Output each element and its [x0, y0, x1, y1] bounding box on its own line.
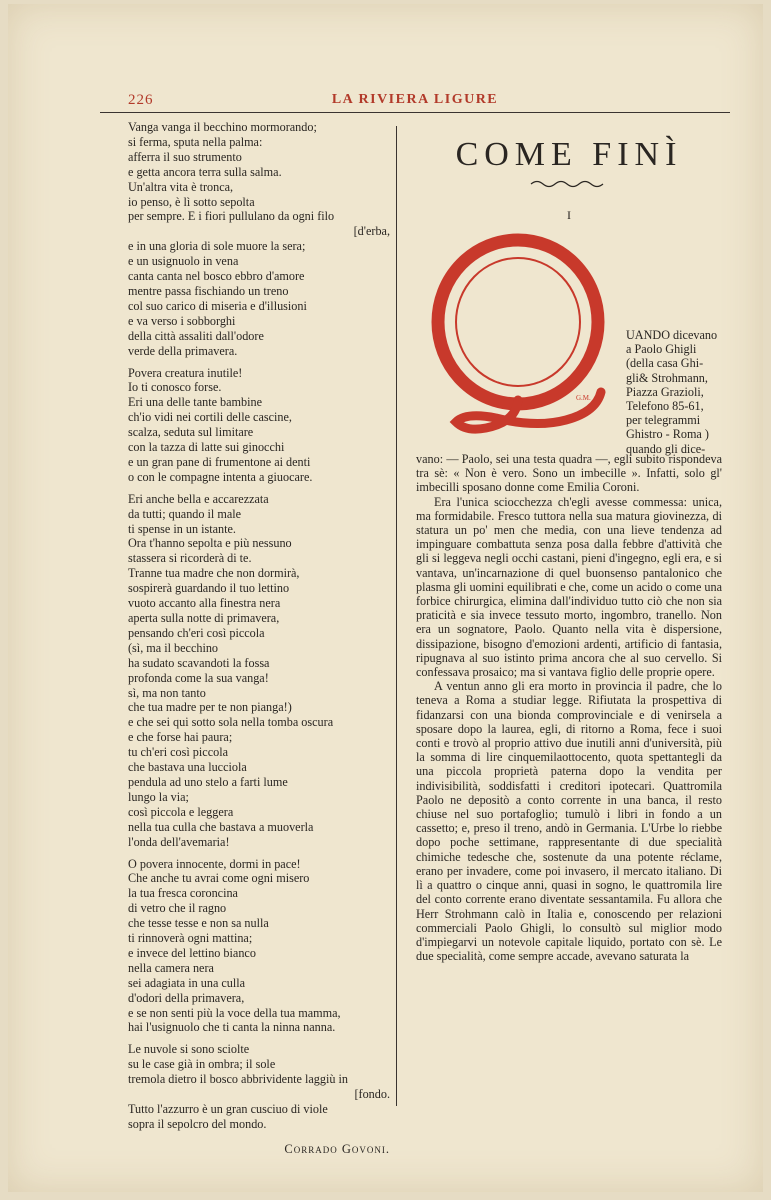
poem-line: afferra il suo strumento: [128, 149, 242, 164]
poem-line: (sì, ma il becchino: [128, 640, 219, 655]
poem-line: così piccola e leggera: [128, 804, 234, 819]
poem-line: sì, ma non tanto: [128, 685, 206, 700]
poem-line: la tua fresca coroncina: [128, 886, 238, 901]
article-paragraph: Era l'unica sciocchezza ch'egli avesse commessa: unica, ma formidabile. Fresco tuttora nella sua matura giovinezza, di statura un po' men che media, con una lieve tendenza ad impinguare combattuta senza posa dalla febbre d'attività che gli si leggeva negli occhi castani, pieni d'ingegno, egli era, e si vantava, un'incarnazione di quel buonsenso pantalonico che plasma gli uomini equilibrati e che, come un acido o come una forbice chirurgica, elimina dall'individuo tutto ciò che non sia praticità e sia invece tessuto morto, ingombro, tranello. Non era un sognatore, Paolo. Quanto nella vita è dispersione, dissipazione, bisogno d'emozioni ardenti, artificio di fantasia, ripugnava al suo istinto prima ancora che al suo cervello. Si confessava prosaico; ma si vantava figlio delle proprie opere.: [416, 494, 722, 680]
page: [8, 4, 763, 1192]
poem-line: per sempre. E i fiori pullulano da ogni filo: [128, 209, 335, 224]
poem-line: e un gran pane di frumentone ai denti: [128, 454, 311, 469]
poem-line: stassera si ricorderà di te.: [128, 551, 252, 566]
poem-line: pendula ad uno stelo a farti lume: [128, 774, 288, 789]
initial-signature: G.M.: [576, 394, 591, 402]
poem-author: Corrado Govoni.: [284, 1141, 390, 1156]
poem-line: e getta ancora terra sulla salma.: [128, 164, 282, 179]
poem-stanza: [128, 492, 390, 850]
poem-line: Ora t'hanno sepolta e più nessuno: [128, 536, 292, 551]
poem-line: e se non senti più la voce della tua mamma,: [128, 1005, 341, 1020]
poem-line: verde della primavera.: [128, 343, 238, 358]
poem-line: Un'altra vita è tronca,: [128, 179, 234, 194]
poem-line: sopra il sepolcro del mondo.: [128, 1116, 267, 1131]
article-title: COME FINÌ: [455, 136, 683, 173]
poem-line: di vetro che il ragno: [128, 901, 227, 916]
poem-line: sei adagiata in una culla: [128, 975, 246, 990]
article-intro: [626, 328, 722, 456]
poem-line: col suo carico di miseria e d'illusioni: [128, 298, 307, 313]
poem-line: si ferma, sputa nella palma:: [128, 134, 263, 149]
poem-line: Tutto l'azzurro è un gran cusciuo di viole: [128, 1102, 328, 1116]
article: [416, 122, 722, 964]
poem-line: ch'io vidi nei cortili delle cascine,: [128, 410, 292, 425]
intro-line: per telegrammi: [626, 413, 701, 428]
poem-line: Le nuvole si sono sciolte: [128, 1042, 250, 1057]
poem-line: ha sudato scavandoti la fossa: [128, 655, 270, 670]
poem-line: mentre passa fischiando un treno: [128, 283, 289, 298]
poem-line: nella camera nera: [128, 960, 214, 975]
poem-line: e che sei qui sotto sola nella tomba oscura: [128, 715, 334, 730]
poem-line: Povera creatura inutile!: [128, 365, 243, 380]
intro-line: Ghistro - Roma ): [626, 427, 709, 442]
poem-line: io penso, è lì sotto sepolta: [128, 194, 255, 209]
decorative-initial: [426, 232, 626, 442]
poem-line: vuoto accanto alla finestra nera: [128, 596, 281, 611]
title-ornament: [416, 176, 722, 194]
poem-line: Io ti conosco forse.: [128, 380, 222, 395]
article-body: [416, 452, 722, 963]
poem-line: e in una gloria di sole muore la sera;: [128, 239, 306, 254]
poem-line: e invece del lettino bianco: [128, 945, 256, 960]
poem-line: lungo la via;: [128, 789, 189, 804]
poem-line: [d'erba,: [353, 224, 390, 239]
poem-line: Eri anche bella e accarezzata: [128, 491, 269, 506]
page-number: 226: [128, 92, 154, 108]
poem-line: d'odori della primavera,: [128, 990, 245, 1005]
poem-line: hai l'usignuolo che ti canta la ninna nanna.: [128, 1020, 336, 1035]
poem-line: l'onda dell'avemaria!: [128, 834, 230, 849]
intro-line: UANDO dicevano: [626, 328, 718, 342]
poem-line: pensando ch'eri così piccola: [128, 625, 265, 640]
article-paragraph: A ventun anno gli era morto in provincia il padre, che lo teneva a Roma a studiar legge. Rifiutata la prospettiva di fidanzarsi con una bionda comprovinciale e di venirsela a sposare dopo la laurea, egli, di ritorno a Roma, fece i suoi conti e trovò al proprio attivo due inutili anni d'università, più la somma di lire cinquemilaottocento, quota spettantegli da una piccola proprietà paterna dopo la vendita per indivisibilità, soddisfatti i creditori ipotecari. Quattromila Paolo ne depositò a conto corrente in una banca, il resto chiuse nel suo portafoglio; tumulò i libri in fondo a un cassetto; e, preso il treno, andò in Germania. L'Urbe lo riebbe dopo poche settimane, rappresentante di due specialità chimiche tedesche che, sostenute da una potente réclame, erano per invadere, come poi invasero, il mercato italiano. Di lì a quattro o cinque anni, quasi in sogno, le quattromila lire del conto corrente erano diventate sessantamila. Fu allora che Herr Strohmann calò in Italia e, conoscendo per relazioni commerciali Paolo Ghigli, lo consultò sul miglior modo d'impiegarvi un notevole capitale liquido, portato con sè. Le due specialità, come sempre accade, avevano saturata la: [416, 679, 722, 964]
poem-line: da tutti; quando il male: [128, 506, 242, 521]
poem-line: sospirerà guardando il tuo lettino: [128, 581, 290, 596]
poem-line: ti rinnoverà ogni mattina;: [128, 931, 253, 946]
poem-line: scalza, seduta sul limitare: [128, 425, 254, 440]
poem-line: che bastava una lucciola: [128, 760, 247, 775]
poem-line: aperta sulla notte di primavera,: [128, 611, 280, 625]
poem-line: Che anche tu avrai come ogni misero: [128, 871, 310, 886]
poem-stanza: [128, 120, 390, 359]
poem-line: [fondo.: [354, 1087, 390, 1102]
poem-line: che tua madre per te non pianga!): [128, 700, 292, 715]
intro-line: gli& Strohmann,: [626, 370, 708, 385]
poem-line: che tesse tesse e non sa nulla: [128, 916, 269, 931]
poem-line: su le case già in ombra; il sole: [128, 1057, 276, 1072]
poem-line: tremola dietro il bosco abbrividente laggiù in: [128, 1072, 348, 1087]
poem-stanza: [128, 366, 390, 485]
poem-line: con la tazza di latte sui ginocchi: [128, 440, 285, 455]
poem-line: della città assaliti dall'odore: [128, 328, 264, 343]
poem-stanza: [128, 1042, 390, 1131]
poem-line: Vanga vanga il becchino mormorando;: [128, 120, 317, 134]
poem-stanza: [128, 857, 390, 1036]
intro-line: Telefono 85-61,: [626, 399, 704, 414]
chapter-number: I: [567, 208, 571, 222]
article-paragraph: vano: — Paolo, sei una testa quadra —, egli subito rispondeva tra sè: « Non è vero. Sono un imbecille ». Infatti, solo gl' imbecilli sposano donne come Emilia Coroni.: [416, 452, 722, 495]
column-divider: [396, 126, 397, 1106]
intro-line: a Paolo Ghigli: [626, 342, 697, 357]
poem-line: tu ch'eri così piccola: [128, 745, 228, 760]
journal-title: LA RIVIERA LIGURE: [331, 92, 499, 107]
poem-line: e un usignuolo in vena: [128, 254, 239, 269]
intro-line: quando gli dice-: [626, 441, 706, 456]
poem-line: e va verso i sobborghi: [128, 313, 236, 328]
poem-line: O povera innocente, dormi in pace!: [128, 856, 301, 871]
intro-line: Piazza Grazioli,: [626, 384, 704, 399]
poem-line: profonda come la sua vanga!: [128, 670, 269, 685]
poem: [128, 120, 390, 1157]
poem-line: nella tua culla che bastava a muoverla: [128, 819, 314, 834]
page-header: [100, 86, 730, 113]
poem-line: Eri una delle tante bambine: [128, 395, 263, 410]
poem-line: ti spense in un istante.: [128, 521, 236, 536]
poem-line: Tranne tua madre che non dormirà,: [128, 566, 300, 581]
intro-line: (della casa Ghi-: [626, 356, 704, 371]
poem-line: canta canta nel bosco ebbro d'amore: [128, 269, 305, 284]
poem-line: e che forse hai paura;: [128, 730, 233, 745]
poem-line: o con le compagne intenta a giuocare.: [128, 469, 313, 484]
